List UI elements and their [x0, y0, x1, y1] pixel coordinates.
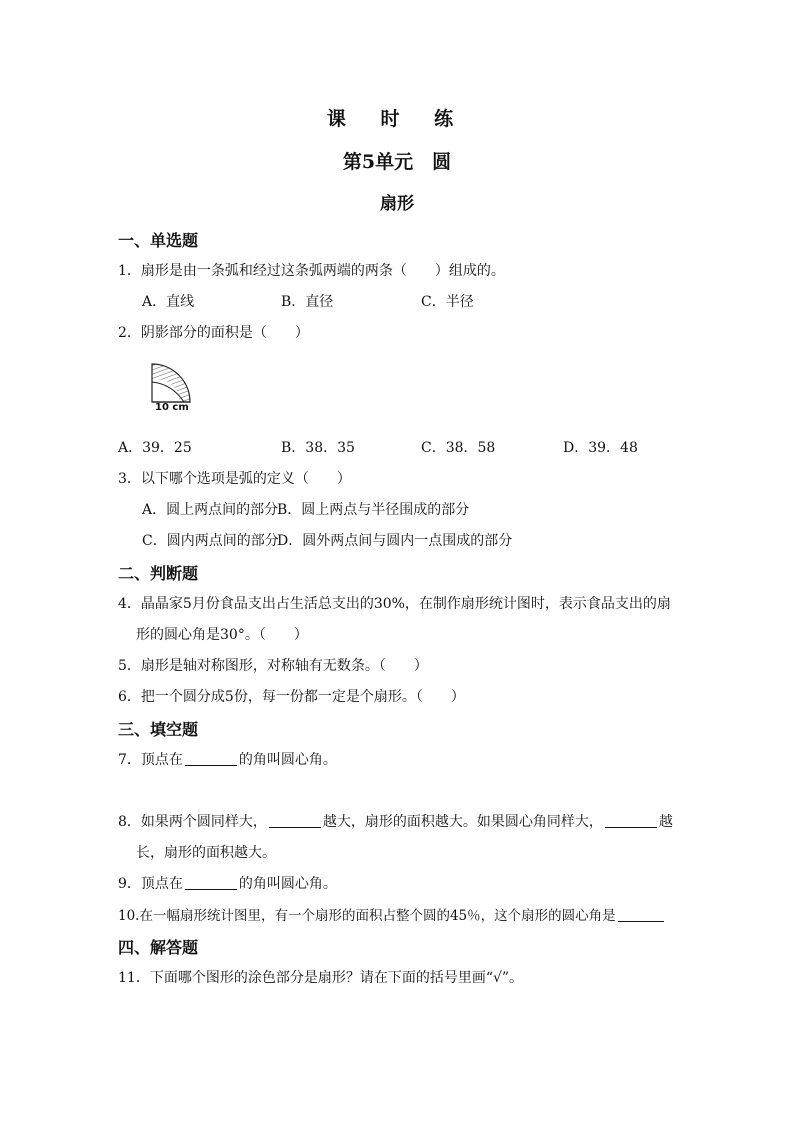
section-heading-single-choice: 一、单选题 [118, 231, 199, 250]
q7-text-before: 7．顶点在 [118, 752, 183, 768]
q3-option-d: D．圆外两点间与圆内一点围成的部分 [277, 533, 513, 549]
q2-option-b: B．38．35 [281, 440, 355, 456]
question-5: 5．扇形是轴对称图形，对称轴有无数条。（ ） [118, 658, 428, 674]
question-4-line2: 形的圆心角是30°。（ ） [136, 627, 308, 643]
q1-option-c: C．半径 [421, 294, 474, 310]
q7-text-after: 的角叫圆心角。 [238, 752, 337, 768]
topic-title: 扇形 [380, 194, 414, 214]
figure-label: 10 cm [155, 402, 189, 413]
section-heading-solve: 四、解答题 [118, 938, 199, 957]
question-11: 11．下面哪个图形的涂色部分是扇形？请在下面的括号里画“√”。 [118, 970, 524, 986]
q8-part2: 越大，扇形的面积越大。如果圆心角同样大， [322, 814, 603, 830]
q3-option-a: A．圆上两点间的部分 [142, 502, 279, 518]
q2-option-d: D．39．48 [563, 440, 638, 456]
q1-option-b: B．直径 [281, 294, 334, 310]
unit-title: 第5单元 圆 [342, 151, 452, 173]
question-10 [118, 904, 666, 924]
q10-text: 10.在一幅扇形统计图里，有一个扇形的面积占整个圆的45％，这个扇形的圆心角是 [118, 908, 616, 924]
question-7 [118, 749, 337, 769]
section-heading-fill-blank: 三、填空题 [118, 720, 199, 739]
question-9 [118, 873, 337, 893]
q7-blank[interactable] [185, 751, 237, 766]
question-3: 3．以下哪个选项是弧的定义（ ） [118, 471, 351, 487]
q10-blank[interactable] [618, 907, 664, 922]
question-4-line1: 4．晶晶家5月份食品支出占生活总支出的30%，在制作扇形统计图时，表示食品支出的扇 [118, 596, 671, 612]
q2-option-c: C．38．58 [421, 440, 496, 456]
page-title: 课 时 练 [326, 108, 468, 130]
section-heading-true-false: 二、判断题 [118, 564, 199, 583]
q9-blank[interactable] [185, 875, 237, 890]
question-2: 2．阴影部分的面积是（ ） [118, 325, 309, 341]
q9-text-after: 的角叫圆心角。 [238, 876, 337, 892]
q3-option-c: C．圆内两点间的部分 [142, 533, 279, 549]
q2-option-a: A．39．25 [118, 440, 192, 456]
question-6: 6．把一个圆分成5份，每一份都一定是个扇形。（ ） [118, 689, 465, 705]
q1-option-a: A．直线 [142, 294, 195, 310]
q8-blank-1[interactable] [269, 813, 321, 828]
question-1: 1．扇形是由一条弧和经过这条弧两端的两条（ ）组成的。 [118, 263, 505, 279]
shaded-sector-figure [150, 362, 202, 422]
q9-text-before: 9．顶点在 [118, 876, 183, 892]
question-8-line1 [118, 811, 673, 831]
question-8-line2: 长，扇形的面积越大。 [136, 845, 276, 861]
q8-part1: 8．如果两个圆同样大， [118, 814, 267, 830]
q8-part3: 越 [658, 814, 673, 830]
q3-option-b: B．圆上两点与半径围成的部分 [277, 502, 470, 518]
q8-blank-2[interactable] [605, 813, 657, 828]
